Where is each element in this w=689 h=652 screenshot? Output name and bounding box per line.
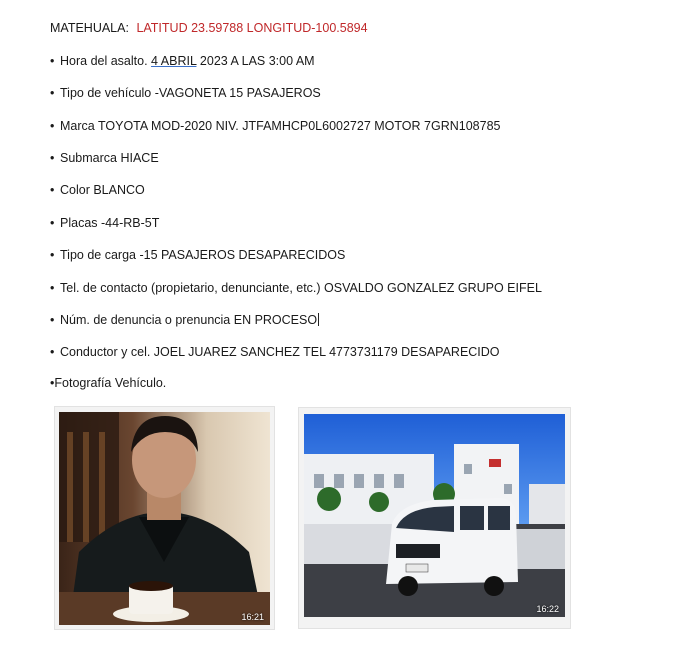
field-hora <box>50 53 315 69</box>
person-photo-time: 16:21 <box>241 612 264 622</box>
person-photo-frame <box>55 407 274 629</box>
bullet-icon: • <box>50 376 55 390</box>
field-value: OSVALDO GONZALEZ GRUPO EIFEL <box>324 281 542 295</box>
vehicle-photo-frame <box>299 408 570 628</box>
field-contacto <box>50 280 542 296</box>
field-label: Tipo de vehículo <box>60 86 155 100</box>
bullet-icon: • <box>50 313 55 327</box>
field-denuncia <box>50 312 319 328</box>
bullet-icon: • <box>50 54 55 68</box>
field-value: EN PROCESO <box>233 313 318 327</box>
field-submarca <box>50 150 159 166</box>
bullet-icon: • <box>50 119 55 133</box>
photo-caption-text: Fotografía Vehículo. <box>54 376 167 390</box>
field-marca <box>50 118 500 134</box>
field-label: Tipo de carga <box>60 248 140 262</box>
field-label: Tel. de contacto (propietario, denunciante, etc.) <box>60 281 325 295</box>
bullet-icon: • <box>50 345 55 359</box>
field-tipo-carga <box>50 247 345 263</box>
bullet-icon: • <box>50 216 55 230</box>
field-label: Submarca <box>60 151 121 165</box>
vehicle-photo[interactable] <box>304 414 565 617</box>
field-value: HIACE <box>120 151 159 165</box>
field-value: BLANCO <box>93 183 145 197</box>
field-value: -15 PASAJEROS DESAPARECIDOS <box>139 248 346 262</box>
field-value: 2023 A LAS 3:00 AM <box>196 54 315 68</box>
field-label: Conductor y cel. <box>60 345 154 359</box>
vehicle-photo-time: 16:22 <box>536 604 559 614</box>
field-value: -VAGONETA 15 PASAJEROS <box>154 86 321 100</box>
bullet-icon: • <box>50 248 55 262</box>
field-value: JOEL JUAREZ SANCHEZ TEL 4773731179 DESAPARECIDO <box>153 345 500 359</box>
field-placas <box>50 215 159 231</box>
field-label: Placas <box>60 216 101 230</box>
field-label: Color <box>60 183 94 197</box>
location-header <box>50 20 368 36</box>
field-value: -44-RB-5T <box>101 216 160 230</box>
bullet-icon: • <box>50 281 55 295</box>
field-color <box>50 182 145 198</box>
photo-caption <box>50 375 166 391</box>
location-label: MATEHUALA: <box>50 21 129 35</box>
text-cursor <box>318 313 319 326</box>
field-label: Marca <box>60 119 98 133</box>
location-coordinates: LATITUD 23.59788 LONGITUD-100.5894 <box>136 21 368 35</box>
field-tipo-vehiculo <box>50 85 321 101</box>
field-date-underlined: 4 ABRIL <box>151 54 197 68</box>
field-value: TOYOTA MOD-2020 NIV. JTFAMHCP0L6002727 MOTOR 7GRN108785 <box>97 119 501 133</box>
bullet-icon: • <box>50 86 55 100</box>
person-photo[interactable] <box>59 412 270 625</box>
person-photo-image <box>59 412 270 625</box>
bullet-icon: • <box>50 183 55 197</box>
field-label: Núm. de denuncia o prenuncia <box>60 313 234 327</box>
bullet-icon: • <box>50 151 55 165</box>
field-label: Hora del asalto. <box>60 54 152 68</box>
field-conductor <box>50 344 500 360</box>
vehicle-photo-image <box>304 414 565 617</box>
